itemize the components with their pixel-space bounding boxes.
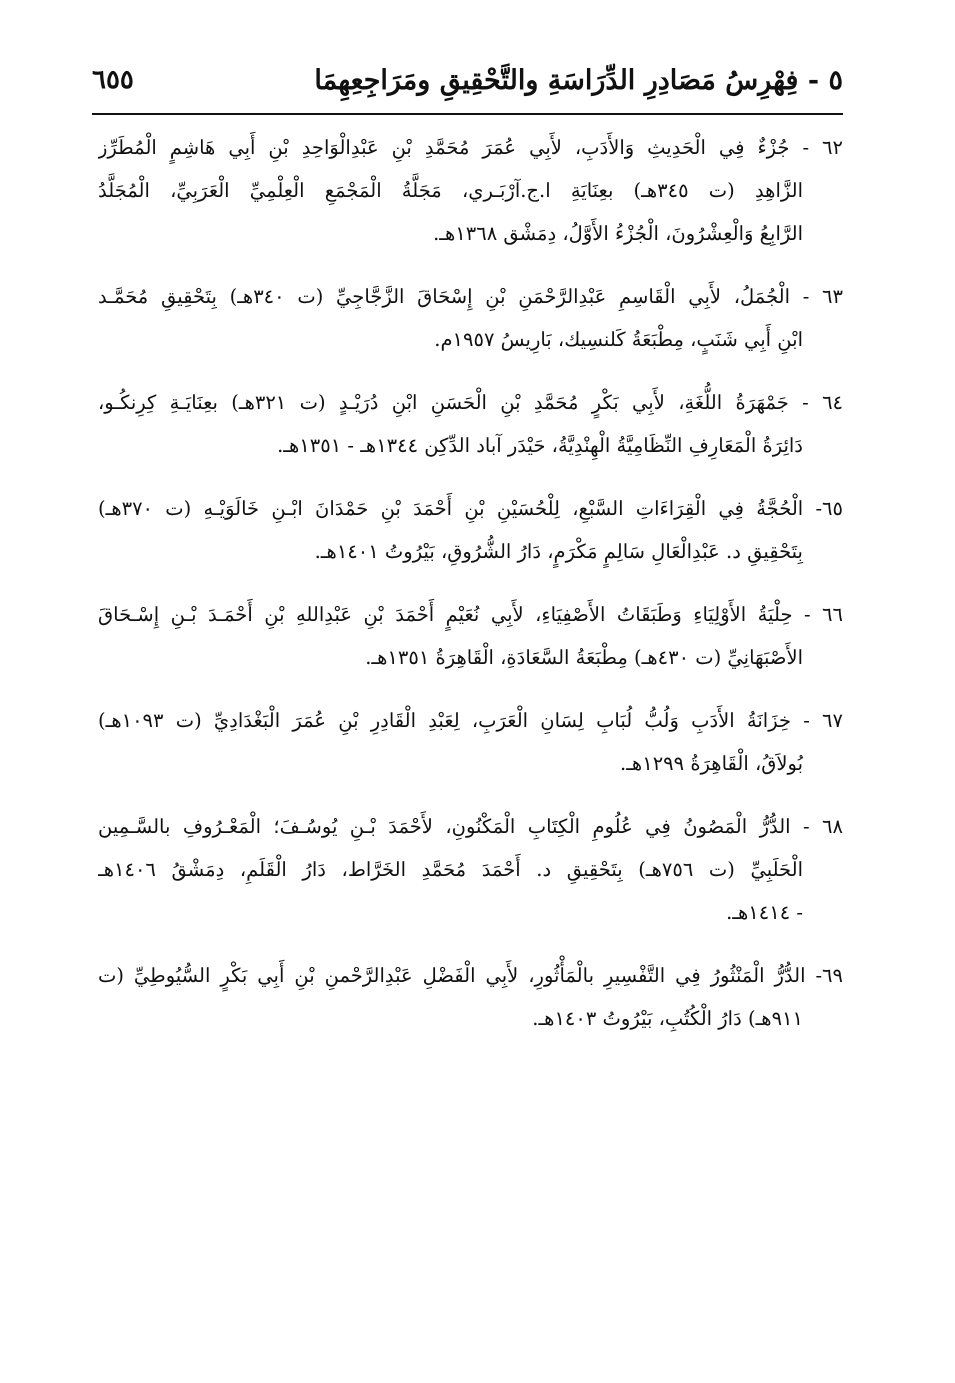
entry-line: ٦٥- الْحُجَّةُ فِي الْقِرَاءَاتِ السَّبْعِ، لِلْحُسَيْنِ بْنِ أَحْمَدَ بْنِ حَمْدَانَ ابْـنِ خَالَوَيْـهِ (ت ٣٧٠هـ) [98,497,843,520]
bibliography-list [98,126,843,1060]
header-title: ٥ - فِهْرِسُ مَصَادِرِ الدِّرَاسَةِ والتَّحْقِيقِ ومَرَاجِعِهِمَا [314,64,843,96]
entry-line: ٦٧ - خِزَانَةُ الأَدَبِ وَلُبُّ لُبَابِ لِسَانِ الْعَرَبِ، لِعَبْدِ الْقَادِرِ بْنِ عُمَرَ الْبَغْدَادِيِّ (ت ١٠٩٣هـ) [98,709,843,732]
entry-line: بِتَحْقِيقِ د. عَبْدِالْعَالِ سَالِمٍ مَكْرَمٍ، دَارُ الشُّرُوقِ، بَيْرُوتُ ١٤٠١هـ. [314,540,803,563]
entry-line: ٦٤ - جَمْهَرَةُ اللُّغَةِ، لأَبِي بَكْرٍ مُحَمَّدِ بْنِ الْحَسَنِ ابْنِ دُرَيْـدٍ (ت ٣٢١هـ) بعِنَايَـةِ كِرِنكُـو، [98,391,843,414]
entry-line: ٩١١هـ) دَارُ الْكُتُبِ، بَيْرُوتُ ١٤٠٣هـ. [532,1007,803,1030]
bibliography-entry-63 [98,275,843,361]
entry-line: دَائِرَةُ الْمَعَارِفِ النِّظَامِيَّةُ الْهِنْدِيَّةُ، حَيْدَر آباد الدِّكِن ١٣٤٤هـ - ١٣٥١هـ. [277,434,803,457]
entry-line: الأَصْبَهَانِيِّ (ت ٤٣٠هـ) مِطْبَعَةُ السَّعَادَةِ، الْقَاهِرَةُ ١٣٥١هـ. [365,646,803,669]
bibliography-entry-66 [98,593,843,679]
page-number: ٦٥٥ [92,65,134,95]
bibliography-entry-68 [98,805,843,934]
entry-line: ٦٣ - الْجُمَلُ، لأَبِي الْقَاسِمِ عَبْدِالرَّحْمَنِ بْنِ إِسْحَاقَ الزَّجَّاجِيِّ (ت ٣٤٠هـ) بِتَحْقِيقِ مُحَمَّـد [98,285,843,308]
running-header [92,58,843,102]
bibliography-entry-67 [98,699,843,785]
entry-line: ٦٦ - حِلْيَةُ الأَوْلِيَاءِ وَطَبَقَاتُ الأَصْفِيَاءِ، لأَبِي نُعَيْمٍ أَحْمَدَ بْنِ عَبْدِاللهِ بْنِ أَحْمَـدَ بْـنِ إِسْـحَاقَ [98,603,843,626]
entry-line: ٦٨ - الدُّرُّ الْمَصُونُ فِي عُلُومِ الْكِتَابِ الْمَكْنُونِ، لأَحْمَدَ بْـنِ يُوسُـفَ؛ الْمَعْـرُوفِ بالسَّـمِين [98,815,843,838]
bibliography-entry-64 [98,381,843,467]
entry-line: - ١٤١٤هـ. [726,901,803,924]
entry-line: بُولاَقُ، الْقَاهِرَةُ ١٢٩٩هـ. [620,752,803,775]
header-rule [92,113,843,115]
entry-line: الزَّاهِدِ (ت ٣٤٥هـ) بعِنَايَةِ ا.ج.آرْبَـري، مَجَلَّةُ الْمَجْمَعِ الْعِلْمِيِّ الْعَرَبِيِّ، الْمُجَلَّدُ [98,179,804,202]
entry-line: الرَّابِعُ وَالْعِشْرُونَ، الْجُزْءُ الأَوَّلُ، دِمَشْق ١٣٦٨هـ. [433,222,803,245]
entry-line: الْحَلَبِيِّ (ت ٧٥٦هـ) بِتَحْقِيقِ د. أَحْمَدَ مُحَمَّدِ الخَرَّاط، دَارُ الْقَلَمِ، دِمَشْقُ ١٤٠٦هـ [98,858,803,881]
entry-line: ٦٢ - جُزْءٌ فِي الْحَدِيثِ وَالأَدَبِ، لأَبِي عُمَرَ مُحَمَّدِ بْنِ عَبْدِالْوَاحِدِ بْنِ أَبِي هَاشِمٍ الْمُطَرِّز [98,136,843,159]
bibliography-entry-65 [98,487,843,573]
bibliography-entry-62 [98,126,843,255]
entry-line: ٦٩- الدُّرُّ الْمَنْثُورُ فِي التَّفْسِيرِ بالْمَأْثُورِ، لأَبِي الْفَضْلِ عَبْدِالرَّحْمنِ بْنِ أَبِي بَكْرٍ السُّيُوطِيِّ (ت [98,964,843,987]
entry-line: ابْنِ أَبِي شَنَبٍ، مِطْبَعَةُ كَلنسِيك، بَارِيسُ ١٩٥٧م. [434,328,803,351]
bibliography-entry-69 [98,954,843,1040]
